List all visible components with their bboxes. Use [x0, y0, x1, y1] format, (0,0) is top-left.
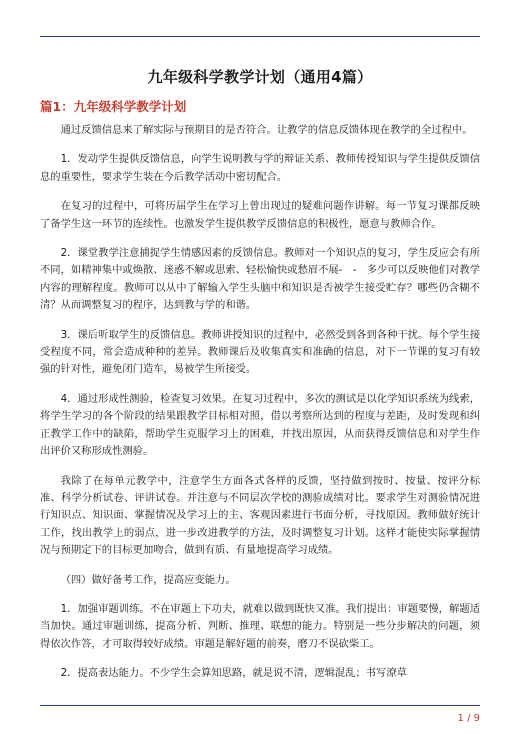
body-paragraph: 我除了在每单元教学中，注意学生方面各式各样的反馈，坚持做到按时、按量、按评分标准、科学分析试卷、评讲试卷。并注意与不同层次学校的测验成绩对比。要求学生对测验情况进行知识点、知识面、掌握情况及学习上的主、客观因素进行书面分析，寻找原因。教师做好统计工作，找出教学上的弱点，进一步改进教学的方法，及时调整复习计划。这样才能使实际掌握情况与预期定下的目标更加吻合，做到有质、有量地提高学习成绩。 [40, 474, 480, 557]
body-paragraph: 4．通过形成性测验，检查复习效果。在复习过程中，多次的测试是以化学知识系统为线索，将学生学习的各个阶段的结果跟教学目标相对照，借以考察所达到的程度与差距，及时发现和纠正教学工作中的缺陷，帮助学生克服学习上的困难，并找出原因，从而获得反馈信息和对学生作出评价又称形成性测验。 [40, 392, 480, 458]
body-paragraph: 在复习的过程中，可将历届学生在学习上曾出现过的疑难问题作讲解。每一节复习课都反映了备学生这一环节的连续性。也激发学生提供教学反馈信息的积极性，愿意与教师合作。 [40, 200, 480, 230]
body-paragraph: （四）做好备考工作，提高应变能力。 [60, 573, 236, 586]
document-body [40, 122, 480, 695]
footer-rule [40, 705, 480, 706]
body-paragraph: 2．提高表达能力。不少学生会算知思路，就是说不清，逻辑混乱；书写潦草 [60, 667, 407, 680]
body-paragraph: 3．课后听取学生的反馈信息。教师讲授知识的过程中，必然受到各到各种干扰。每个学生接受程度不同，常会造成种种的差异。教师课后及收集真实和准确的信息，对下一节课的复习有较强的针对性，避免闭门造车，易被学生所接受。 [40, 328, 480, 376]
document-title: 九年级科学教学计划（通用4篇） [147, 68, 373, 86]
section-heading: 篇1：九年级科学教学计划 [40, 99, 187, 114]
body-paragraph: 通过反馈信息来了解实际与预期目的是否符合。让教学的信息反馈体现在教学的全过程中。 [60, 124, 473, 136]
body-paragraph: 1．加强审题训练。不在审题上下功夫，就难以做到既快又准。我们提出：审题要慢，解题适当加快。通过审题训练，提高分析、判断、推理、联想的能力。特别是一些分步解决的问题，须得依次作答，才可取得较好成绩。审题是解好题的前奏，磨刀不误砍柴工。 [40, 602, 480, 650]
body-paragraph: 1．发动学生提供反馈信息，向学生说明教与学的辩证关系、教师传授知识与学生提供反馈信息的重要性，要求学生装在今后教学活动中密切配合。 [40, 153, 480, 183]
page-indicator: 1 / 9 [457, 713, 480, 724]
body-paragraph: 2．课堂教学注意捕捉学生情感因素的反馈信息。教师对一个知识点的复习，学生反应会有所不同，如精神集中或焕散、迷惑不解或思索、轻松愉快或愁眉不展- - 多少可以反映他们对教学内容的理解程度。教师可以从中了解输入学生头脑中和知识是否被学生接受贮存？哪些仍含糊不清？从而调整复习的程序，达到教与学的和谐。 [40, 247, 480, 312]
header-rule [40, 36, 480, 37]
